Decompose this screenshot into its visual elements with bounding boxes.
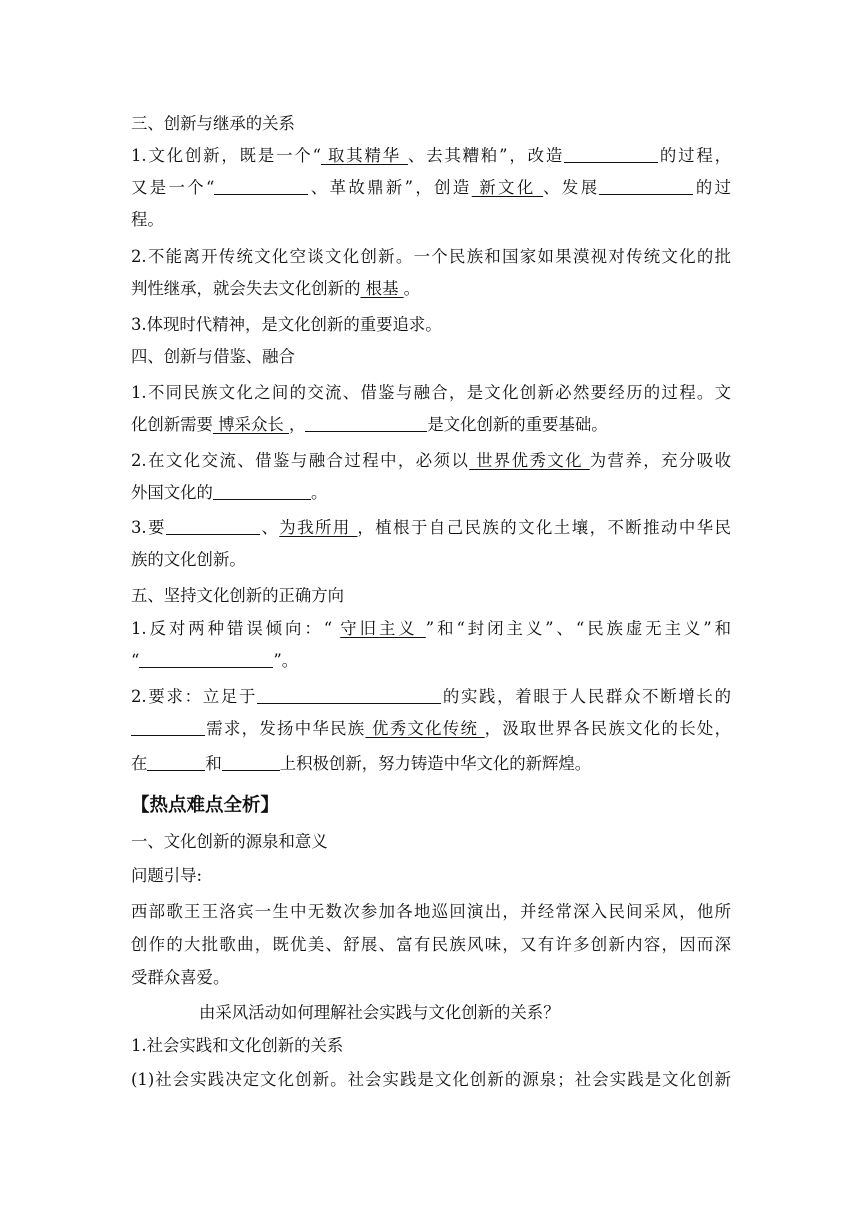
fill-blank[interactable] — [564, 143, 658, 163]
paragraph-3-1-line-1: 1.文化创新，既是一个“ 取其精华 、去其糟粕”，改造 的过程， — [131, 140, 731, 172]
answer-bo-cai-zhong-chang: 博采众长 — [212, 415, 289, 434]
fill-blank[interactable] — [214, 175, 308, 195]
fill-blank[interactable] — [305, 412, 427, 432]
case-paragraph-line-1: 西部歌王王洛宾一生中无数次参加各地巡回演出，并经常深入民间采风，他所 — [131, 902, 731, 921]
answer-you-xiu-wen-hua-chuan-tong: 优秀文化传统 — [365, 719, 485, 738]
paragraph-3-2-line-1: 2.不能离开传统文化空谈文化创新。一个民族和国家如果漠视对传统文化的批 — [131, 247, 731, 266]
fill-blank[interactable] — [147, 751, 205, 771]
paragraph-3-1-line-2: 又是一个“ 、革故鼎新”，创造 新文化 、发展 的过 — [131, 172, 731, 204]
hot-topics-heading: 【热点难点全析】 — [131, 795, 280, 816]
case-paragraph-line-2: 创作的大批歌曲，既优美、舒展、富有民族风味，又有许多创新内容，因而深 — [131, 935, 731, 954]
fill-blank[interactable] — [257, 684, 441, 704]
paragraph-4-3-line-1: 3.要 、为我所用 ，植根于自己民族的文化土壤，不断推动中华民 — [131, 512, 731, 544]
answer-wei-wo-suo-yong: 为我所用 — [279, 518, 358, 537]
answer-shi-jie-you-xiu-wen-hua: 世界优秀文化 — [469, 451, 590, 470]
section-heading-5: 五、坚持文化创新的正确方向 — [131, 586, 345, 605]
paragraph-4-2-line-1: 2.在文化交流、借鉴与融合过程中，必须以 世界优秀文化 为营养，充分吸收 — [131, 451, 731, 470]
question-guide-label: 问题引导: — [131, 866, 203, 885]
answer-qu-qi-jing-hua: 取其精华 — [320, 146, 408, 165]
paragraph-3-2-line-2: 判性继承，就会失去文化创新的 根基 。 — [131, 279, 421, 298]
case-paragraph-line-3: 受群众喜爱。 — [131, 968, 230, 987]
fill-blank[interactable] — [599, 175, 693, 195]
answer-xin-wen-hua: 新文化 — [471, 178, 544, 197]
fill-blank[interactable] — [166, 515, 260, 535]
paragraph-4-1-line-1: 1.不同民族文化之间的交流、借鉴与融合，是文化创新必然要经历的过程。文 — [131, 383, 731, 402]
section-heading-3: 三、创新与继承的关系 — [131, 114, 295, 133]
subsection-1-heading: 1.社会实践和文化创新的关系 — [131, 1036, 344, 1055]
section-heading-4: 四、创新与借鉴、融合 — [131, 347, 295, 366]
guided-question: 由采风活动如何理解社会实践与文化创新的关系？ — [199, 1003, 560, 1022]
fill-blank[interactable] — [131, 716, 205, 736]
paragraph-5-2-line-3: 在 和 上积极创新，努力铸造中华文化的新辉煌。 — [131, 748, 731, 780]
paragraph-5-1-line-1: 1.反对两种错误倾向：“ 守旧主义 ”和“封闭主义”、“民族虚无主义”和 — [131, 619, 731, 638]
paragraph-4-2-line-2: 外国文化的 。 — [131, 477, 731, 509]
paragraph-5-1-line-2: “ ”。 — [131, 645, 731, 677]
paragraph-5-2-line-1: 2.要求：立足于 的实践，着眼于人民群众不断增长的 — [131, 681, 731, 713]
fill-blank[interactable] — [139, 648, 273, 668]
fill-blank[interactable] — [213, 480, 311, 500]
paragraph-5-2-line-2: 需求，发扬中华民族 优秀文化传统 ，汲取世界各民族文化的长处， — [131, 713, 731, 745]
subsection-1-paragraph-1: (1)社会实践决定文化创新。社会实践是文化创新的源泉；社会实践是文化创新 — [131, 1070, 731, 1089]
answer-gen-ji: 根基 — [360, 279, 404, 298]
paragraph-3-1-line-3: 程。 — [131, 210, 164, 229]
hot-section-1-heading: 一、文化创新的源泉和意义 — [131, 832, 328, 851]
paragraph-4-3-line-2: 族的文化创新。 — [131, 550, 246, 569]
answer-shou-jiu-zhu-yi: 守旧主义 — [340, 619, 426, 638]
fill-blank[interactable] — [222, 751, 280, 771]
paragraph-3-3: 3.体现时代精神，是文化创新的重要追求。 — [131, 315, 442, 334]
paragraph-4-1-line-2: 化创新需要 博采众长 ， 是文化创新的重要基础。 — [131, 409, 731, 441]
